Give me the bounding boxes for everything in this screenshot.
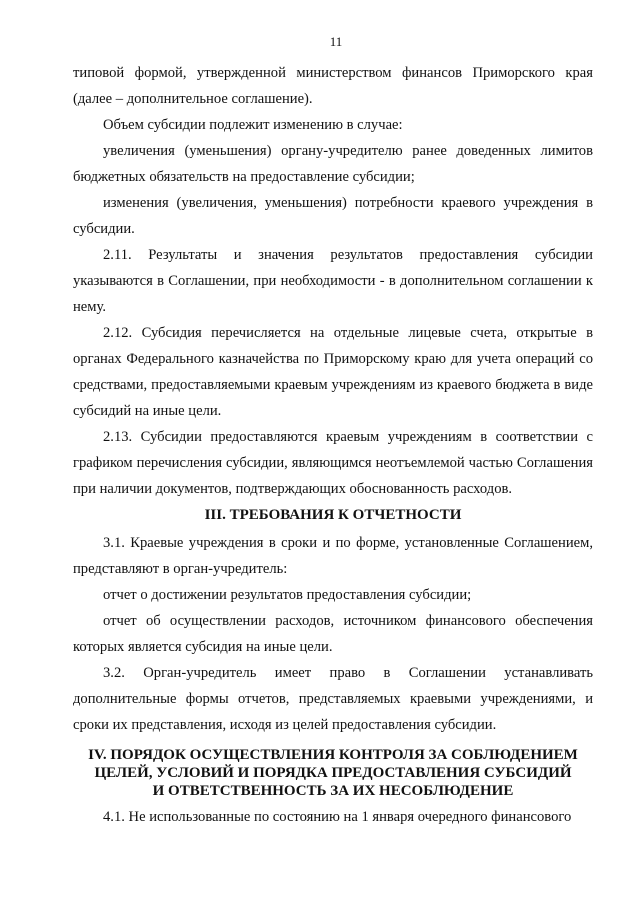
section-3-heading: III. ТРЕБОВАНИЯ К ОТЧЕТНОСТИ bbox=[204, 507, 462, 523]
section-4-heading-line: IV. ПОРЯДОК ОСУЩЕСТВЛЕНИЯ КОНТРОЛЯ ЗА СОБЛЮДЕНИЕМ bbox=[88, 747, 578, 763]
paragraph-2-12: 2.12. Субсидия перечисляется на отдельные лицевые счета, открытые в органах Федерального казначейства по Приморскому краю для учета операций со средствами, предоставляемыми краевым учреждениям из краевого бюджета в виде субсидий на иные цели. bbox=[73, 325, 593, 419]
paragraph-4-1: 4.1. Не использованные по состоянию на 1 января очередного финансового bbox=[103, 809, 572, 825]
paragraph-3-1: 3.1. Краевые учреждения в сроки и по форме, установленные Соглашением, представляют в орган-учредитель: bbox=[73, 535, 593, 577]
section-4-heading-line: И ОТВЕТСТВЕННОСТЬ ЗА ИХ НЕСОБЛЮДЕНИЕ bbox=[152, 783, 514, 799]
page-number: 11 bbox=[329, 34, 343, 49]
paragraph-continuation: типовой формой, утвержденной министерством финансов Приморского края (далее – дополнительное соглашение). bbox=[73, 65, 593, 107]
paragraph-needs-change: изменения (увеличения, уменьшения) потребности краевого учреждения в субсидии. bbox=[73, 195, 593, 237]
paragraph-report-expenses: отчет об осуществлении расходов, источником финансового обеспечения которых является субсидия на иные цели. bbox=[73, 613, 593, 655]
section-4-heading-line: ЦЕЛЕЙ, УСЛОВИЙ И ПОРЯДКА ПРЕДОСТАВЛЕНИЯ СУБСИДИЙ bbox=[94, 765, 572, 781]
paragraph-limits-change: увеличения (уменьшения) органу-учредителю ранее доведенных лимитов бюджетных обязательств на предоставление субсидии; bbox=[73, 143, 593, 185]
section-4-heading bbox=[73, 746, 593, 800]
paragraph-volume-change: Объем субсидии подлежит изменению в случае: bbox=[103, 117, 403, 133]
paragraph-2-11: 2.11. Результаты и значения результатов предоставления субсидии указываются в Соглашении, при необходимости - в дополнительном соглашении к нему. bbox=[73, 247, 593, 315]
document-page bbox=[73, 34, 593, 830]
paragraph-report-results: отчет о достижении результатов предоставления субсидии; bbox=[103, 587, 472, 603]
paragraph-3-2: 3.2. Орган-учредитель имеет право в Соглашении устанавливать дополнительные формы отчетов, представляемых краевыми учреждениями, и сроки их представления, исходя из целей предоставления субсидии. bbox=[73, 665, 593, 733]
paragraph-2-13: 2.13. Субсидии предоставляются краевым учреждениям в соответствии с графиком перечисления субсидии, являющимся неотъемлемой частью Соглашения при наличии документов, подтверждающих обоснованность расходов. bbox=[73, 429, 593, 497]
